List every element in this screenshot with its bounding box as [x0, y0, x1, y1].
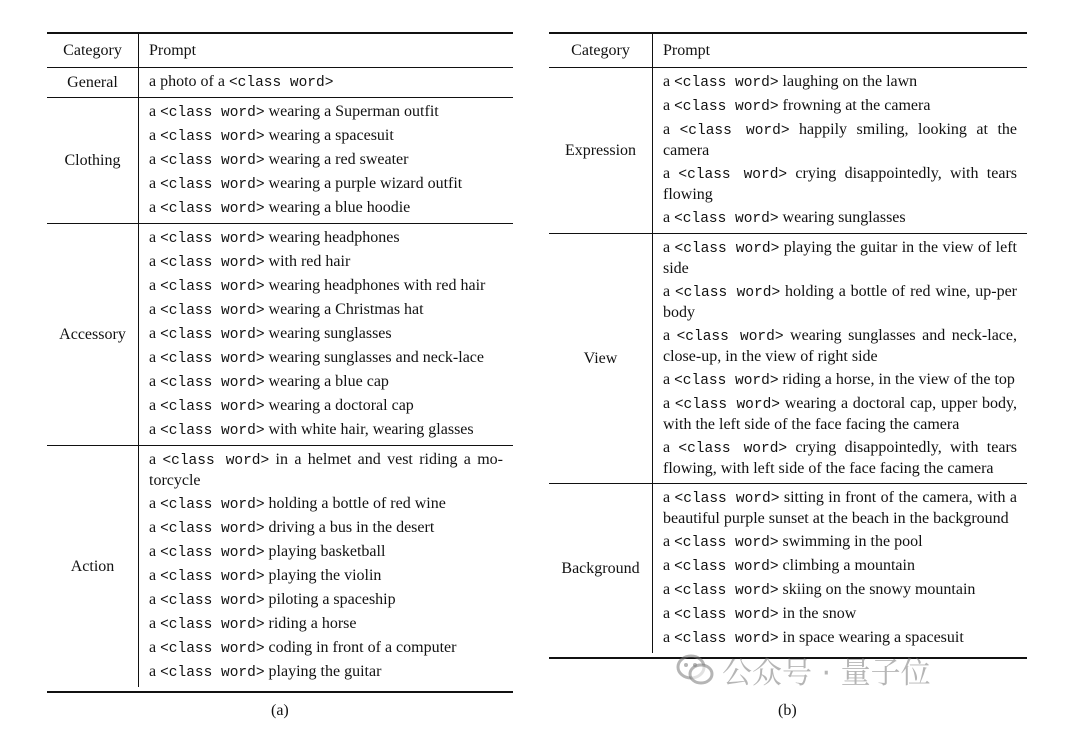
class-word-placeholder: <class word> — [160, 399, 265, 415]
prompt-suffix: in a helmet and vest riding a mo-torcycle — [149, 451, 503, 489]
prompt-suffix: crying disappointedly, with tears flowing, with left side of the face facing the camera — [663, 439, 1017, 477]
class-word-placeholder: <class word> — [160, 177, 265, 193]
prompt-item — [663, 394, 1017, 435]
class-word-placeholder: <class word> — [674, 99, 779, 115]
class-word-placeholder: <class word> — [674, 373, 779, 389]
category-label: Action — [47, 446, 139, 687]
prompt-prefix: a — [663, 165, 679, 182]
class-word-placeholder: <class word> — [160, 327, 265, 343]
prompt-item — [149, 198, 503, 219]
prompt-suffix: wearing a blue cap — [264, 373, 389, 390]
prompt-prefix: a — [663, 239, 675, 256]
prompt-item — [149, 126, 503, 147]
prompt-suffix: riding a horse, in the view of the top — [778, 371, 1015, 388]
prompt-prefix: a photo of a — [149, 73, 229, 90]
prompt-prefix: a — [663, 209, 675, 226]
class-word-placeholder: <class word> — [678, 167, 788, 183]
section-clothing — [47, 98, 513, 224]
prompt-suffix: frowning at the camera — [778, 97, 931, 114]
class-word-placeholder: <class word> — [674, 535, 779, 551]
class-word-placeholder: <class word> — [160, 255, 265, 271]
prompt-item — [149, 300, 503, 321]
prompt-suffix: riding a horse — [264, 615, 357, 632]
class-word-placeholder: <class word> — [160, 153, 265, 169]
category-label: Expression — [549, 68, 653, 233]
class-word-placeholder: <class word> — [679, 123, 790, 139]
category-label: General — [47, 68, 139, 97]
prompt-item — [663, 556, 1017, 577]
prompt-suffix: wearing a Christmas hat — [264, 301, 424, 318]
class-word-placeholder: <class word> — [228, 75, 334, 91]
prompt-prefix: a — [149, 229, 161, 246]
prompt-suffix: wearing sunglasses and neck-lace, close-up, in the view of right side — [663, 327, 1017, 365]
prompt-suffix: piloting a spaceship — [264, 591, 396, 608]
prompt-item — [149, 638, 503, 659]
watermark-text: 公众号 · 量子位 — [722, 656, 931, 691]
prompt-item — [149, 72, 503, 93]
category-label: Accessory — [47, 224, 139, 445]
category-label: View — [549, 234, 653, 483]
class-word-placeholder: <class word> — [674, 397, 780, 413]
prompt-prefix: a — [149, 277, 161, 294]
prompt-item — [663, 164, 1017, 205]
prompt-item — [149, 542, 503, 563]
prompt-suffix: happily smiling, looking at the camera — [663, 121, 1018, 159]
prompt-prefix: a — [149, 615, 161, 632]
prompt-prefix: a — [149, 421, 161, 438]
table-b — [549, 32, 1027, 659]
section-background — [549, 484, 1027, 653]
class-word-placeholder: <class word> — [160, 545, 265, 561]
class-word-placeholder: <class word> — [674, 241, 780, 257]
prompt-list — [139, 98, 513, 223]
prompt-list — [139, 224, 513, 445]
prompt-prefix: a — [149, 325, 161, 342]
class-word-placeholder: <class word> — [160, 665, 265, 681]
prompt-prefix: a — [663, 581, 675, 598]
header-prompt: Prompt — [149, 41, 197, 59]
prompt-item — [663, 238, 1017, 279]
class-word-placeholder: <class word> — [160, 617, 265, 633]
bottom-rule — [549, 657, 1027, 659]
prompt-suffix: sitting in front of the camera, with a beautiful purple sunset at the beach in the background — [663, 489, 1018, 527]
prompt-suffix: coding in front of a computer — [264, 639, 457, 656]
prompt-item — [663, 370, 1017, 391]
prompt-prefix: a — [663, 283, 675, 300]
class-word-placeholder: <class word> — [160, 569, 265, 585]
prompt-item — [663, 96, 1017, 117]
category-label: Background — [549, 484, 653, 653]
prompt-suffix: holding a bottle of red wine — [264, 495, 446, 512]
prompt-suffix: wearing a doctoral cap, upper body, with the left side of the face facing the camera — [663, 395, 1017, 433]
class-word-placeholder: <class word> — [674, 631, 779, 647]
prompt-suffix: wearing sunglasses — [264, 325, 392, 342]
prompt-prefix: a — [663, 533, 675, 550]
prompt-list — [653, 68, 1027, 233]
prompt-prefix: a — [149, 663, 161, 680]
class-word-placeholder: <class word> — [160, 129, 265, 145]
prompt-item — [663, 628, 1017, 649]
prompt-item — [663, 72, 1017, 93]
table-body — [47, 68, 513, 687]
prompt-item — [149, 348, 503, 369]
bottom-rule — [47, 691, 513, 693]
prompt-prefix: a — [663, 557, 675, 574]
section-view — [549, 234, 1027, 484]
prompt-prefix: a — [149, 253, 161, 270]
class-word-placeholder: <class word> — [160, 351, 265, 367]
section-accessory — [47, 224, 513, 446]
prompt-prefix: a — [663, 489, 675, 506]
prompt-suffix: holding a bottle of red wine, up-per body — [663, 283, 1018, 321]
prompt-suffix: with red hair — [264, 253, 351, 270]
prompt-suffix: wearing a Superman outfit — [264, 103, 439, 120]
prompt-item — [149, 324, 503, 345]
class-word-placeholder: <class word> — [162, 453, 270, 469]
prompt-suffix: driving a bus in the desert — [264, 519, 435, 536]
prompt-item — [663, 208, 1017, 229]
prompt-item — [149, 518, 503, 539]
prompt-item — [663, 326, 1017, 367]
prompt-item — [149, 614, 503, 635]
class-word-placeholder: <class word> — [160, 593, 265, 609]
prompt-item — [663, 580, 1017, 601]
class-word-placeholder: <class word> — [160, 105, 265, 121]
prompt-item — [149, 566, 503, 587]
class-word-placeholder: <class word> — [674, 583, 779, 599]
prompt-prefix: a — [663, 371, 675, 388]
prompt-prefix: a — [663, 73, 675, 90]
prompt-prefix: a — [149, 639, 161, 656]
table-header — [549, 34, 1027, 68]
class-word-placeholder: <class word> — [674, 607, 779, 623]
prompt-prefix: a — [149, 103, 161, 120]
prompt-suffix: wearing a doctoral cap — [264, 397, 414, 414]
table-a — [47, 32, 513, 693]
class-word-placeholder: <class word> — [676, 329, 784, 345]
prompt-prefix: a — [149, 543, 161, 560]
prompt-suffix: swimming in the pool — [778, 533, 923, 550]
prompt-item — [149, 252, 503, 273]
prompt-item — [149, 494, 503, 515]
prompt-item — [663, 120, 1017, 161]
class-word-placeholder: <class word> — [160, 521, 265, 537]
prompt-prefix: a — [663, 629, 675, 646]
prompt-item — [149, 372, 503, 393]
prompt-prefix: a — [149, 301, 161, 318]
prompt-suffix: skiing on the snowy mountain — [778, 581, 976, 598]
prompt-prefix: a — [149, 199, 161, 216]
prompt-prefix: a — [663, 327, 677, 344]
class-word-placeholder: <class word> — [674, 75, 779, 91]
class-word-placeholder: <class word> — [160, 201, 265, 217]
prompt-suffix: with white hair, wearing glasses — [264, 421, 474, 438]
prompt-prefix: a — [149, 175, 161, 192]
prompt-prefix: a — [149, 567, 161, 584]
prompt-prefix: a — [663, 439, 679, 456]
prompt-item — [149, 276, 503, 297]
prompt-prefix: a — [663, 605, 675, 622]
prompt-suffix: playing the violin — [264, 567, 382, 584]
caption-b: (b) — [778, 702, 797, 719]
prompt-prefix: a — [149, 151, 161, 168]
prompt-item — [663, 438, 1017, 479]
prompt-suffix: wearing headphones with red hair — [264, 277, 486, 294]
prompt-prefix: a — [663, 97, 675, 114]
prompt-item — [149, 150, 503, 171]
section-action — [47, 446, 513, 687]
header-prompt: Prompt — [663, 41, 711, 59]
prompt-suffix: playing the guitar — [264, 663, 382, 680]
class-word-placeholder: <class word> — [160, 303, 265, 319]
header-category: Category — [549, 34, 653, 67]
section-expression — [549, 68, 1027, 234]
caption-a: (a) — [271, 702, 289, 719]
prompt-suffix: in the snow — [778, 605, 857, 622]
prompt-suffix: wearing a purple wizard outfit — [264, 175, 463, 192]
prompt-suffix: crying disappointedly, with tears flowing — [663, 165, 1017, 203]
prompt-suffix: wearing headphones — [264, 229, 400, 246]
prompt-suffix: laughing on the lawn — [778, 73, 918, 90]
prompt-prefix: a — [149, 519, 161, 536]
class-word-placeholder: <class word> — [160, 231, 265, 247]
class-word-placeholder: <class word> — [160, 423, 265, 439]
prompt-prefix: a — [663, 395, 675, 412]
prompt-suffix: wearing a spacesuit — [264, 127, 394, 144]
prompt-item — [663, 604, 1017, 625]
prompt-item — [149, 590, 503, 611]
prompt-item — [149, 228, 503, 249]
prompt-prefix: a — [149, 495, 161, 512]
prompt-item — [149, 396, 503, 417]
prompt-suffix: wearing a red sweater — [264, 151, 409, 168]
prompt-item — [149, 420, 503, 441]
prompt-list — [653, 484, 1027, 653]
prompt-item — [149, 662, 503, 683]
prompt-list — [139, 446, 513, 687]
prompt-item — [149, 450, 503, 491]
prompt-suffix: in space wearing a spacesuit — [778, 629, 964, 646]
prompt-suffix: climbing a mountain — [778, 557, 915, 574]
prompt-prefix: a — [149, 397, 161, 414]
prompt-prefix: a — [149, 373, 161, 390]
class-word-placeholder: <class word> — [160, 641, 265, 657]
prompt-suffix: wearing sunglasses — [778, 209, 906, 226]
prompt-item — [663, 488, 1017, 529]
prompt-item — [663, 282, 1017, 323]
prompt-suffix: playing basketball — [264, 543, 386, 560]
prompt-prefix: a — [149, 127, 161, 144]
prompt-prefix: a — [663, 121, 680, 138]
prompt-item — [149, 174, 503, 195]
prompt-prefix: a — [149, 349, 161, 366]
prompt-item — [149, 102, 503, 123]
prompt-list — [653, 234, 1027, 483]
prompt-suffix: wearing a blue hoodie — [264, 199, 411, 216]
class-word-placeholder: <class word> — [160, 375, 265, 391]
class-word-placeholder: <class word> — [160, 279, 265, 295]
prompt-list — [139, 68, 513, 97]
class-word-placeholder: <class word> — [674, 285, 781, 301]
prompt-prefix: a — [149, 451, 163, 468]
header-category: Category — [47, 34, 139, 67]
prompt-suffix: wearing sunglasses and neck-lace — [264, 349, 484, 366]
class-word-placeholder: <class word> — [674, 559, 779, 575]
section-general — [47, 68, 513, 98]
prompt-prefix: a — [149, 591, 161, 608]
table-header — [47, 34, 513, 68]
class-word-placeholder: <class word> — [674, 211, 779, 227]
prompt-suffix: playing the guitar in the view of left side — [663, 239, 1018, 277]
prompt-item — [663, 532, 1017, 553]
category-label: Clothing — [47, 98, 139, 223]
class-word-placeholder: <class word> — [160, 497, 265, 513]
table-body — [549, 68, 1027, 653]
class-word-placeholder: <class word> — [674, 491, 780, 507]
class-word-placeholder: <class word> — [678, 441, 788, 457]
